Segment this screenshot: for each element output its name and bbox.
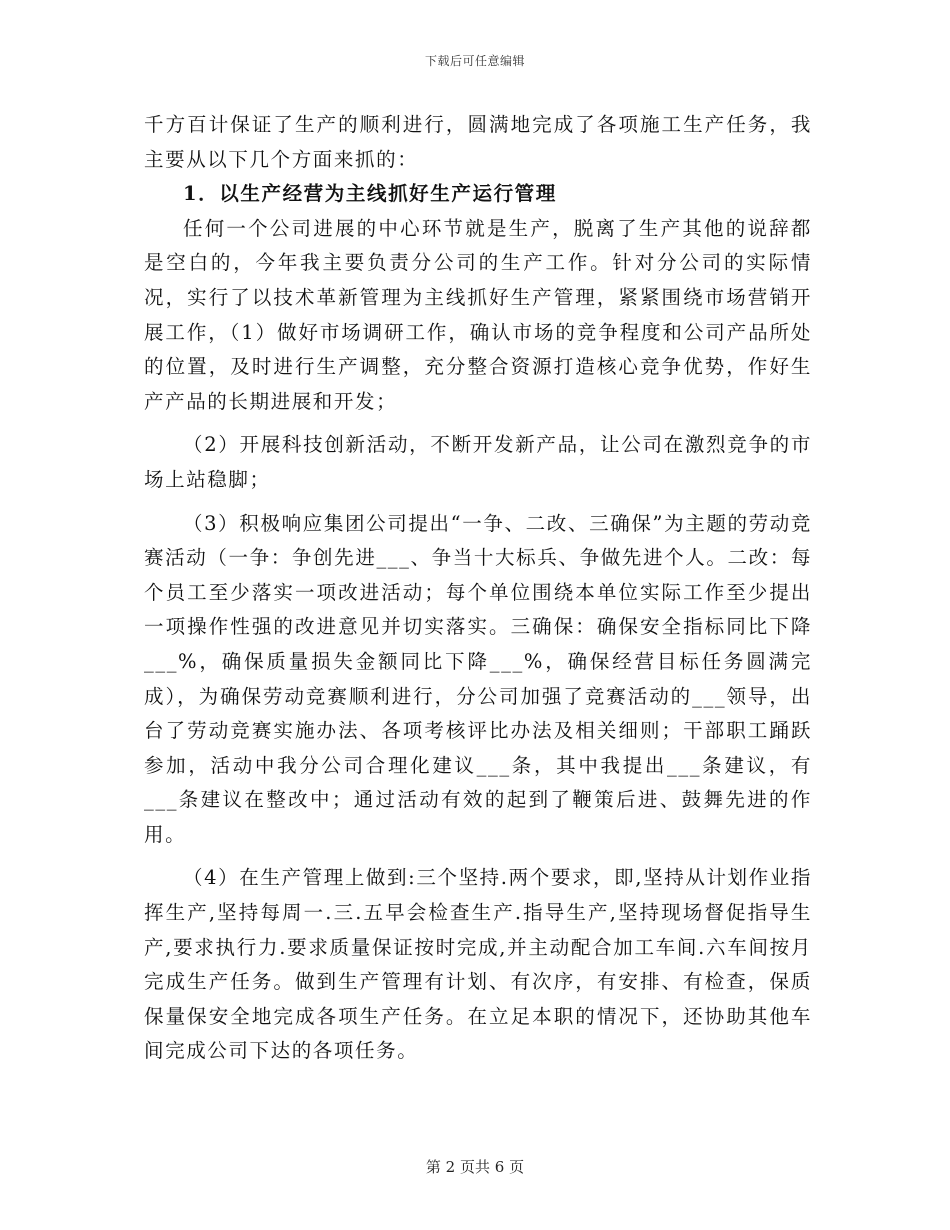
paragraph-intro: 千方百计保证了生产的顺利进行，圆满地完成了各项施工生产任务，我主要从以下几个方面来抓的： bbox=[144, 113, 812, 171]
page-header: 下载后可任意编辑 bbox=[424, 54, 525, 68]
document-body bbox=[144, 108, 812, 1069]
section-heading: 1．以生产经营为主线抓好生产运行管理 bbox=[183, 182, 557, 206]
paragraph-item-3: （3）积极响应集团公司提出“一争、二改、三确保”为主题的劳动竞赛活动（一争：争创先进___、争当十大标兵、争做先进个人。二改：每个员工至少落实一项改进活动；每个单位围绕本单位实际工作至少提出一项操作性强的改进意见并切实落实。三确保：确保安全指标同比下降___%，确保质量损失金额同比下降___%，确保经营目标任务圆满完成），为确保劳动竞赛顺利进行，分公司加强了竞赛活动的___领导，出台了劳动竞赛实施办法、各项考核评比办法及相关细则；干部职工踊跃参加，活动中我分公司合理化建议___条，其中我提出___条建议，有___条建议在整改中；通过活动有效的起到了鞭策后进、鼓舞先进的作用。 bbox=[144, 511, 812, 846]
paragraph-item-4: （4）在生产管理上做到:三个坚持.两个要求，即,坚持从计划作业指挥生产,坚持每周一.三.五早会检查生产.指导生产,坚持现场督促指导生产,要求执行力.要求质量保证按时完成,并主动配合加工车间.六车间按月完成生产任务。做到生产管理有计划、有次序，有安排、有检查，保质保量保安全地完成各项生产任务。在立足本职的情况下，还协助其他车间完成公司下达的各项任务。 bbox=[144, 866, 812, 1063]
page-footer: 第 2 页共 6 页 bbox=[425, 1158, 525, 1176]
paragraph-production: 任何一个公司进展的中心环节就是生产，脱离了生产其他的说辞都是空白的，今年我主要负责分公司的生产工作。针对分公司的实际情况，实行了以技术革新管理为主线抓好生产管理，紧紧围绕市场营销开展工作，（1）做好市场调研工作，确认市场的竞争程度和公司产品所处的位置，及时进行生产调整，充分整合资源打造核心竞争优势，作好生产产品的长期进展和开发； bbox=[144, 216, 812, 413]
paragraph-item-2: （2）开展科技创新活动，不断开发新产品，让公司在激烈竞争的市场上站稳脚； bbox=[144, 433, 812, 491]
